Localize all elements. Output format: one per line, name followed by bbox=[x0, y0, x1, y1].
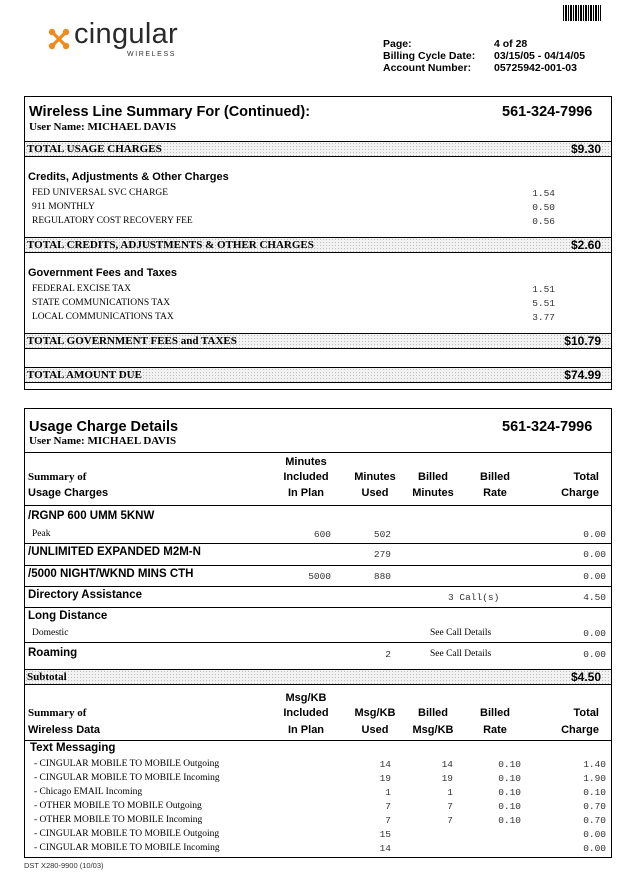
plan-total: 0.00 bbox=[583, 529, 606, 540]
table-row-rate: 0.10 bbox=[498, 787, 521, 798]
credit-label: REGULATORY COST RECOVERY FEE bbox=[32, 216, 193, 226]
col-total-2: Charge bbox=[561, 487, 599, 499]
table-row-billed: 14 bbox=[441, 759, 453, 770]
usage-details-section bbox=[24, 408, 612, 858]
data-col-billed-1: Billed bbox=[418, 707, 448, 719]
total-due-bar bbox=[25, 367, 611, 383]
cingular-logo bbox=[48, 18, 198, 64]
plan-used: 880 bbox=[373, 571, 391, 582]
total-credits-bar bbox=[25, 237, 611, 253]
table-row-billed: 7 bbox=[447, 801, 453, 812]
col-minutes-used-2: Used bbox=[361, 487, 389, 499]
directory-assistance-label: Directory Assistance bbox=[28, 589, 142, 601]
credits-title: Credits, Adjustments & Other Charges bbox=[28, 171, 229, 183]
summary-title: Wireless Line Summary For (Continued): bbox=[29, 104, 311, 120]
tax-value: 5.51 bbox=[532, 298, 555, 309]
table-row-rate: 0.10 bbox=[498, 801, 521, 812]
directory-assistance-calls: 3 Call(s) bbox=[448, 592, 500, 603]
table-row-total: 0.70 bbox=[583, 801, 606, 812]
usage-title: Usage Charge Details bbox=[29, 419, 179, 435]
table-row-used: 14 bbox=[379, 759, 391, 770]
credit-value: 1.54 bbox=[532, 188, 555, 199]
plan-included: 600 bbox=[313, 529, 331, 540]
credit-value: 0.50 bbox=[532, 202, 555, 213]
divider bbox=[25, 740, 611, 741]
line-summary-section bbox=[24, 96, 612, 390]
col-billed-rate-2: Rate bbox=[483, 487, 507, 499]
table-row-used: 15 bbox=[379, 829, 391, 840]
divider bbox=[25, 543, 611, 544]
usage-phone: 561-324-7996 bbox=[502, 419, 593, 435]
cingular-jack-icon bbox=[48, 28, 70, 50]
table-row-total: 0.00 bbox=[583, 843, 606, 854]
table-row-label: - OTHER MOBILE TO MOBILE Incoming bbox=[34, 815, 203, 825]
table-row-billed: 7 bbox=[447, 815, 453, 826]
usage-user-name: User Name: MICHAEL DAVIS bbox=[29, 435, 177, 447]
table-row-total: 0.00 bbox=[583, 829, 606, 840]
divider bbox=[25, 642, 611, 643]
table-row-rate: 0.10 bbox=[498, 815, 521, 826]
col-billed-minutes-2: Minutes bbox=[412, 487, 454, 499]
long-distance-details: See Call Details bbox=[430, 628, 492, 638]
data-col-included-1: Msg/KB bbox=[285, 692, 327, 704]
plan-total: 0.00 bbox=[583, 571, 606, 582]
long-distance-total: 0.00 bbox=[583, 628, 606, 639]
col-billed-minutes-1: Billed bbox=[418, 471, 448, 483]
tax-label: STATE COMMUNICATIONS TAX bbox=[32, 298, 171, 308]
page-label: Page: bbox=[383, 38, 412, 50]
summary-phone: 561-324-7996 bbox=[502, 104, 593, 120]
account-number-value: 05725942-001-03 bbox=[494, 62, 577, 74]
table-row-used: 7 bbox=[385, 815, 391, 826]
divider bbox=[25, 586, 611, 587]
plan-sub-label: Peak bbox=[32, 529, 51, 539]
data-col-summary-2: Wireless Data bbox=[28, 724, 101, 736]
total-gov-bar bbox=[25, 333, 611, 349]
credit-label: FED UNIVERSAL SVC CHARGE bbox=[32, 188, 169, 198]
data-col-used-2: Used bbox=[361, 724, 389, 736]
data-col-included-3: In Plan bbox=[287, 724, 325, 736]
data-col-used-1: Msg/KB bbox=[354, 707, 396, 719]
plan-included: 5000 bbox=[308, 571, 331, 582]
form-code: DST X280-9900 (10/03) bbox=[24, 861, 104, 870]
total-due-value: $74.99 bbox=[564, 368, 601, 382]
col-minutes-included-3: In Plan bbox=[287, 487, 325, 499]
plan-name: /5000 NIGHT/WKND MINS CTH bbox=[28, 568, 194, 580]
col-summary-2: Usage Charges bbox=[28, 487, 109, 499]
table-row-total: 0.70 bbox=[583, 815, 606, 826]
table-row-rate: 0.10 bbox=[498, 759, 521, 770]
col-minutes-included-2: Included bbox=[283, 471, 329, 483]
total-usage-bar bbox=[25, 141, 611, 157]
directory-assistance-total: 4.50 bbox=[583, 592, 606, 603]
plan-name: /UNLIMITED EXPANDED M2M-N bbox=[28, 546, 201, 558]
roaming-details: See Call Details bbox=[430, 649, 492, 659]
roaming-used: 2 bbox=[385, 649, 391, 660]
table-row-total: 1.40 bbox=[583, 759, 606, 770]
divider bbox=[25, 505, 611, 506]
table-row-used: 1 bbox=[385, 787, 391, 798]
data-col-total-1: Total bbox=[573, 707, 599, 719]
divider bbox=[25, 607, 611, 608]
subtotal-bar bbox=[25, 669, 611, 685]
total-gov-label: TOTAL GOVERNMENT FEES and TAXES bbox=[27, 335, 237, 347]
summary-user-name: User Name: MICHAEL DAVIS bbox=[29, 121, 177, 133]
table-row-used: 19 bbox=[379, 773, 391, 784]
billing-cycle-value: 03/15/05 - 04/14/05 bbox=[494, 50, 586, 62]
total-usage-label: TOTAL USAGE CHARGES bbox=[27, 143, 162, 155]
total-gov-value: $10.79 bbox=[564, 334, 601, 348]
divider bbox=[25, 452, 611, 453]
table-row-label: - CINGULAR MOBILE TO MOBILE Incoming bbox=[34, 843, 220, 853]
table-row-label: - Chicago EMAIL Incoming bbox=[34, 787, 143, 797]
col-minutes-included-1: Minutes bbox=[285, 456, 327, 468]
col-total-1: Total bbox=[573, 471, 599, 483]
credit-value: 0.56 bbox=[532, 216, 555, 227]
roaming-total: 0.00 bbox=[583, 649, 606, 660]
subtotal-label: Subtotal bbox=[27, 671, 67, 683]
text-messaging-title: Text Messaging bbox=[30, 742, 116, 754]
table-row-billed: 19 bbox=[441, 773, 453, 784]
data-col-summary-1: Summary of bbox=[28, 707, 87, 719]
table-row-label: - CINGULAR MOBILE TO MOBILE Outgoing bbox=[34, 759, 220, 769]
table-row-total: 1.90 bbox=[583, 773, 606, 784]
total-due-label: TOTAL AMOUNT DUE bbox=[27, 369, 142, 381]
tax-label: FEDERAL EXCISE TAX bbox=[32, 284, 131, 294]
total-credits-label: TOTAL CREDITS, ADJUSTMENTS & OTHER CHARGES bbox=[27, 239, 314, 251]
table-row-rate: 0.10 bbox=[498, 773, 521, 784]
long-distance-sub: Domestic bbox=[32, 628, 69, 638]
plan-used: 279 bbox=[373, 549, 391, 560]
data-col-total-2: Charge bbox=[561, 724, 599, 736]
plan-total: 0.00 bbox=[583, 549, 606, 560]
account-number-label: Account Number: bbox=[383, 62, 472, 74]
table-row-used: 14 bbox=[379, 843, 391, 854]
barcode bbox=[563, 5, 601, 21]
data-col-rate-1: Billed bbox=[480, 707, 510, 719]
total-usage-value: $9.30 bbox=[570, 142, 601, 156]
total-credits-value: $2.60 bbox=[570, 238, 601, 252]
tax-value: 3.77 bbox=[532, 312, 555, 323]
gov-fees-title: Government Fees and Taxes bbox=[28, 267, 177, 279]
plan-used: 502 bbox=[373, 529, 391, 540]
table-row-label: - OTHER MOBILE TO MOBILE Outgoing bbox=[34, 801, 202, 811]
subtotal-value: $4.50 bbox=[570, 670, 601, 684]
page-value: 4 of 28 bbox=[494, 38, 528, 50]
long-distance-label: Long Distance bbox=[28, 610, 108, 622]
credit-label: 911 MONTHLY bbox=[32, 202, 95, 212]
col-summary-1: Summary of bbox=[28, 471, 87, 483]
tax-value: 1.51 bbox=[532, 284, 555, 295]
col-minutes-used-1: Minutes bbox=[354, 471, 396, 483]
data-col-included-2: Included bbox=[283, 707, 329, 719]
logo-wordmark: cingular bbox=[74, 18, 178, 50]
roaming-label: Roaming bbox=[28, 647, 78, 659]
table-row-label: - CINGULAR MOBILE TO MOBILE Outgoing bbox=[34, 829, 220, 839]
table-row-billed: 1 bbox=[447, 787, 453, 798]
plan-name: /RGNP 600 UMM 5KNW bbox=[28, 510, 155, 522]
table-row-used: 7 bbox=[385, 801, 391, 812]
table-row-total: 0.10 bbox=[583, 787, 606, 798]
data-col-rate-2: Rate bbox=[483, 724, 507, 736]
divider bbox=[25, 565, 611, 566]
billing-cycle-label: Billing Cycle Date: bbox=[383, 50, 476, 62]
logo-subtext: WIRELESS bbox=[127, 51, 176, 58]
col-billed-rate-1: Billed bbox=[480, 471, 510, 483]
tax-label: LOCAL COMMUNICATIONS TAX bbox=[32, 312, 174, 322]
data-col-billed-2: Msg/KB bbox=[412, 724, 454, 736]
table-row-label: - CINGULAR MOBILE TO MOBILE Incoming bbox=[34, 773, 220, 783]
